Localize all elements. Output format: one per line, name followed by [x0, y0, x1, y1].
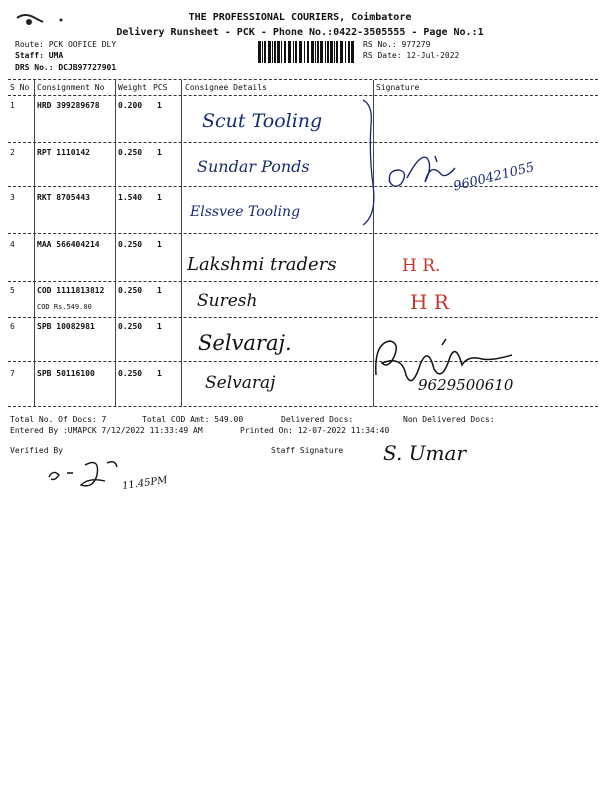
row-sno: 3 [10, 193, 15, 202]
receiver-phone: 9600421055 [452, 159, 536, 195]
barcode-bar [268, 41, 271, 63]
row-consignee-handwritten: Elssvee Tooling [190, 204, 301, 220]
row-weight: 0.250 [118, 240, 143, 249]
row-weight: 0.250 [118, 322, 143, 331]
barcode-bar [311, 41, 314, 63]
row-consignment: SPB 50116100 [37, 369, 95, 378]
barcode-bar [330, 41, 333, 63]
row-rule [8, 233, 598, 234]
barcode-bar [293, 41, 294, 63]
col-weight: Weight [118, 83, 147, 92]
barcode-bar [315, 41, 316, 63]
barcode-bar [336, 41, 338, 63]
barcode-bar [284, 41, 286, 63]
barcode [258, 41, 358, 63]
delivered-docs: Delivered Docs: [281, 415, 354, 424]
row-sno: 4 [10, 240, 15, 249]
barcode-bar [327, 41, 329, 63]
row-weight: 0.250 [118, 286, 143, 295]
total-docs: Total No. Of Docs: 7 [10, 415, 107, 424]
col-consignment: Consignment No [37, 83, 105, 92]
row-weight: 1.540 [118, 193, 143, 202]
col-signature: Signature [376, 83, 420, 92]
row-pcs: 1 [157, 101, 162, 110]
route-label: Route: PCK OOFICE DLY [15, 40, 117, 49]
row-pcs: 1 [157, 148, 162, 157]
barcode-bar [317, 41, 319, 63]
non-delivered-docs: Non Delivered Docs: [403, 415, 495, 424]
receiver-phone: 9629500610 [418, 376, 514, 394]
total-cod: Total COD Amt: 549.00 [142, 415, 244, 424]
row-sno: 2 [10, 148, 15, 157]
row-consignee-handwritten: Scut Tooling [202, 110, 323, 132]
row-consignee-handwritten: Sundar Ponds [197, 157, 310, 176]
col-divider [115, 80, 116, 407]
staff-signature: S. Umar [383, 441, 467, 465]
row-consignment: HRD 399289678 [37, 101, 100, 110]
barcode-bar [262, 41, 263, 63]
row-consignee-handwritten: Lakshmi traders [187, 254, 337, 275]
table-header-rule [8, 95, 598, 96]
printed-on: Printed On: 12-07-2022 11:34:40 [240, 426, 390, 435]
cod-amount: COD Rs.549.00 [37, 303, 92, 311]
row-rule [8, 142, 598, 143]
row-rule [8, 186, 598, 187]
barcode-bar [274, 41, 276, 63]
company-name: THE PROFESSIONAL COURIERS, Coimbatore [188, 12, 412, 23]
barcode-bar [307, 41, 309, 63]
verified-by-label: Verified By [10, 446, 63, 455]
row-consignment: SPB 10082981 [37, 322, 95, 331]
barcode-bar [325, 41, 326, 63]
barcode-bar [351, 41, 354, 63]
col-divider [181, 80, 182, 407]
barcode-bar [299, 41, 302, 63]
barcode-bar [320, 41, 323, 63]
receiver-signature [385, 148, 465, 198]
verifier-signature [45, 455, 135, 495]
barcode-bar [258, 41, 261, 63]
bracket-mark [355, 95, 385, 235]
row-weight: 0.250 [118, 369, 143, 378]
row-weight: 0.250 [118, 148, 143, 157]
row-pcs: 1 [157, 322, 162, 331]
row-consignment: COD 1111813812 [37, 286, 105, 295]
col-pcs: PCS [153, 83, 168, 92]
staff-label: Staff: UMA [15, 51, 64, 60]
barcode-bar [272, 41, 273, 63]
row-weight: 0.200 [118, 101, 143, 110]
barcode-bar [264, 41, 266, 63]
row-pcs: 1 [157, 286, 162, 295]
row-signature: H R. [402, 256, 441, 276]
col-consignee: Consignee Details [185, 83, 267, 92]
row-consignment: MAA 566404214 [37, 240, 100, 249]
row-consignee-handwritten: Selvaraj. [198, 331, 292, 355]
row-consignment: RKT 8705443 [37, 193, 90, 202]
row-pcs: 1 [157, 369, 162, 378]
row-pcs: 1 [157, 240, 162, 249]
col-divider [34, 80, 35, 407]
barcode-bar [281, 41, 282, 63]
rs-date: RS Date: 12-Jul-2022 [363, 51, 460, 60]
rs-number: RS No.: 977279 [363, 40, 431, 49]
row-sno: 7 [10, 369, 15, 378]
barcode-bar [295, 41, 297, 63]
runsheet-title: Delivery Runsheet - PCK - Phone No.:0422-3505555 - Page No.:1 [116, 27, 484, 38]
row-consignee-handwritten: Selvaraj [205, 373, 276, 393]
barcode-bar [340, 41, 343, 63]
staff-signature-label: Staff Signature [271, 446, 344, 455]
table-top-rule [8, 79, 598, 80]
row-rule [8, 281, 598, 282]
row-sno: 1 [10, 101, 15, 110]
col-sno: S No [10, 83, 30, 92]
barcode-bar [304, 41, 305, 63]
drs-number: DRS No.: DCJB97727901 [15, 63, 117, 72]
row-sno: 5 [10, 286, 15, 295]
barcode-bar [277, 41, 280, 63]
table-bottom-rule [8, 406, 598, 407]
verified-time-note: 11.45PM [121, 474, 169, 493]
row-consignment: RPT 1110142 [37, 148, 90, 157]
row-signature: H R [410, 290, 449, 314]
row-sno: 6 [10, 322, 15, 331]
barcode-bar [345, 41, 346, 63]
row-pcs: 1 [157, 193, 162, 202]
barcode-bar [334, 41, 335, 63]
barcode-bar [288, 41, 291, 63]
entered-by: Entered By :UMAPCK 7/12/2022 11:33:49 AM [10, 426, 203, 435]
row-rule [8, 317, 598, 318]
row-consignee-handwritten: Suresh [197, 291, 258, 311]
barcode-bar [348, 41, 350, 63]
